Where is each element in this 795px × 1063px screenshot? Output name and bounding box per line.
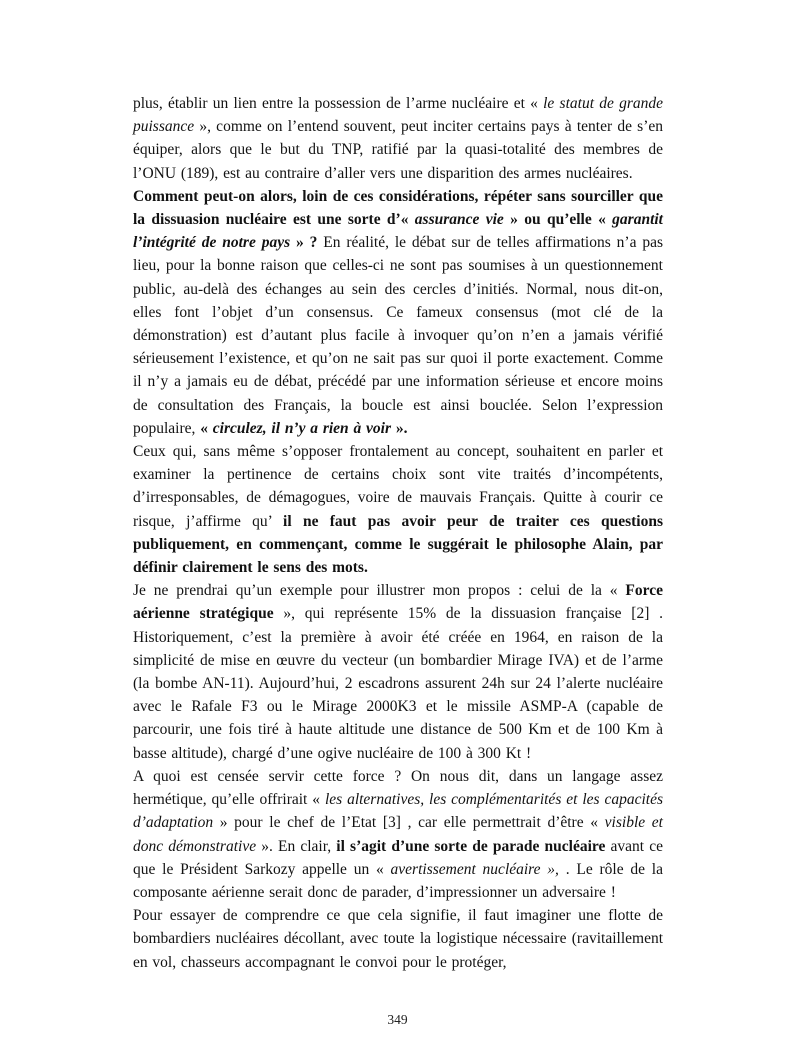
text-block <box>133 92 668 974</box>
text-run: Je ne prendrai qu’un exemple pour illustrer mon propos : celui de la « <box>133 582 626 600</box>
text-run: » ? <box>290 234 318 252</box>
text-run: plus, établir un lien entre la possession de l’arme nucléaire et « <box>133 95 544 112</box>
text-run: il ne faut pas avoir peur de traiter ces questions publiquement, en commençant, comme le suggérait le philosophe Alain, par définir clairement le sens des mots. <box>133 512 668 577</box>
text-run: garantit l’intégrité de notre pays <box>133 211 668 252</box>
text-run: » pour le chef de l’Etat [3] , car elle permettrait d’être « <box>213 814 605 832</box>
text-run: avertissement nucléaire », <box>390 860 566 878</box>
text-run: En réalité, le débat sur de telles affirmations n’a pas lieu, pour la bonne raison que celles-ci ne sont pas soumises à un questionnement public, au-delà des échanges au sein des cercles d’initiés. Normal, nous dit-on, elles font l’objet d’un consensus. Ce fameux consensus (mot clé de la démonstration) est d’autant plus facile à invoquer qu’on n’en a jamais vérifié sérieusement l’existence, et qu’on ne sait pas sur quoi il porte exactement. Comme il n’y a jamais eu de débat, précédé par une information sérieuse et encore moins de consultation des Français, la boucle est ainsi bouclée. Selon l’expression populaire, <box>133 234 668 437</box>
text-run: Pour essayer de comprendre ce que cela signifie, il faut imaginer une flotte de bombardiers nucléaires décollant, avec toute la logistique nécessaire (ravitaillement en vol, chasseurs accompagnant le convoi pour le protéger, <box>133 907 668 971</box>
page-number: 349 <box>387 1012 408 1027</box>
text-run: circulez, il n’y a rien à voir <box>212 419 392 437</box>
text-run: . Le rôle de la composante aérienne serait donc de parader, d’impressionner un adversaire ! <box>133 860 668 901</box>
text-run: il s’agit d’une sorte de parade nucléaire <box>336 837 606 855</box>
text-run: le statut de grande puissance <box>133 95 668 136</box>
text-run: ». En clair, <box>256 837 337 855</box>
text-run: », qui représente 15% de la dissuasion française [2] . Historiquement, c’est la première à avoir été créée en 1964, en raison de la simplicité de mise en œuvre du vecteur (un bombardier Mirage IVA) et de l’arme (la bombe AN-11). Aujourd’hui, 2 escadrons assurent 24h sur 24 l’alerte nucléaire avec le Rafale F3 ou le Mirage 2000K3 et le missile ASMP-A (capable de parcourir, une fois tiré à haute altitude une distance de 500 Km et de 100 Km à basse altitude), chargé d’une ogive nucléaire de 100 à 300 Kt ! <box>133 605 668 762</box>
paragraph <box>133 185 668 440</box>
text-run: avant ce que le Président Sarkozy appelle un « <box>133 837 668 878</box>
paragraph <box>133 92 668 185</box>
text-run: visible et donc démonstrative <box>133 814 668 855</box>
text-run: Force aérienne stratégique <box>133 582 668 623</box>
text-run: « <box>200 419 213 437</box>
paragraph <box>133 904 668 974</box>
text-run: Ceux qui, sans même s’opposer frontalement au concept, souhaitent en parler et examiner la pertinence de certains choix sont vite traités d’incompétents, d’irresponsables, de démagogues, voire de mauvais Français. Quitte à courir ce risque, j’affirme qu’ <box>133 443 668 530</box>
text-run: » ou qu’elle « <box>503 211 613 229</box>
text-run: A quoi est censée servir cette force ? On nous dit, dans un langage assez hermétique, qu’elle offrirait « <box>133 767 668 809</box>
text-run: Comment peut-on alors, loin de ces considérations, répéter sans sourciller que la dissuasion nucléaire est une sorte d’« <box>133 187 668 229</box>
paragraph <box>133 579 668 765</box>
text-run: les alternatives, les complémentarités et les capacités d’adaptation <box>133 791 668 832</box>
paragraph <box>133 440 668 579</box>
text-run: », comme on l’entend souvent, peut inciter certains pays à tenter de s’en équiper, alors que le but du TNP, ratifié par la quasi-totalité des membres de l’ONU (189), est au contraire d’aller vers une disparition des armes nucléaires. <box>133 118 668 182</box>
paragraph <box>133 765 668 904</box>
text-run: ». <box>391 419 408 437</box>
text-run: assurance vie <box>414 211 504 229</box>
